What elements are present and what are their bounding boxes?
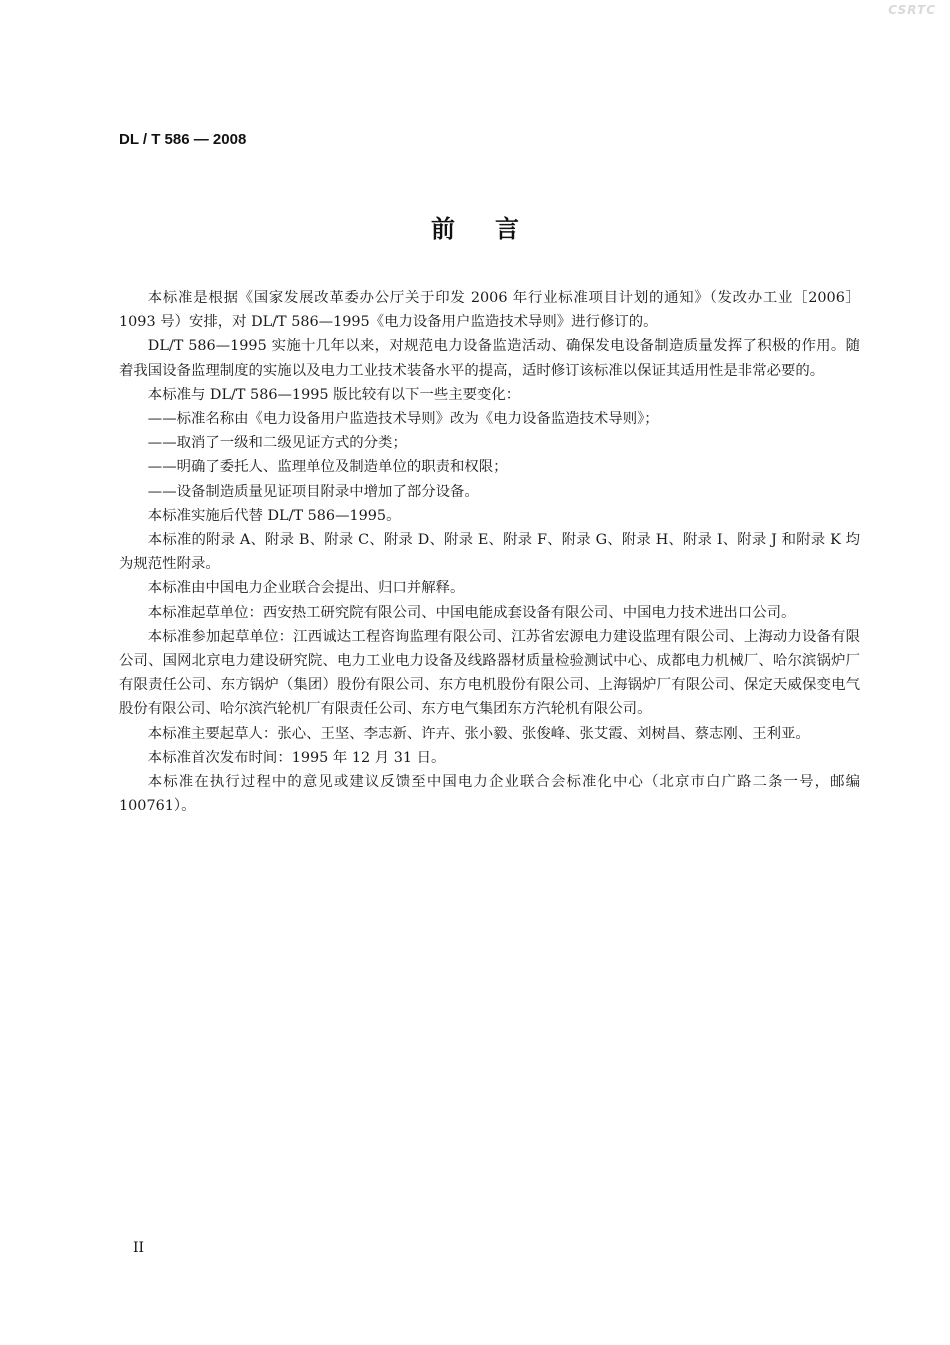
paragraph-feedback: 本标准在执行过程中的意见或建议反馈至中国电力企业联合会标准化中心（北京市白广路二条一号，邮编 100761）。 bbox=[119, 774, 860, 815]
foreword-body bbox=[119, 286, 860, 818]
paragraph-participating-units: 本标准参加起草单位：江西诚达工程咨询监理有限公司、江苏省宏源电力建设监理有限公司、上海动力设备有限公司、国网北京电力建设研究院、电力工业电力设备及线路器材质量检验测试中心、成都电力机械厂、哈尔滨锅炉厂有限责任公司、东方锅炉（集团）股份有限公司、东方电机股份有限公司、上海锅炉厂有限公司、保定天威保变电气股份有限公司、哈尔滨汽轮机厂有限责任公司、东方电气集团东方汽轮机有限公司。 bbox=[119, 628, 860, 718]
change-item: ——标准名称由《电力设备用户监造技术导则》改为《电力设备监造技术导则》； bbox=[147, 411, 659, 428]
watermark-logo: CSRTC bbox=[888, 3, 936, 17]
paragraph-drafting-units: 本标准起草单位：西安热工研究院有限公司、中国电能成套设备有限公司、中国电力技术进出口公司。 bbox=[147, 604, 796, 621]
paragraph-basis: 本标准是根据《国家发展改革委办公厅关于印发 2006 年行业标准项目计划的通知》（发改办工业［2006］1093 号）安排，对 DL/T 586—1995《电力设备用户监造技术导则》进行修订的。 bbox=[119, 290, 860, 331]
paragraph-appendices: 本标准的附录 A、附录 B、附录 C、附录 D、附录 E、附录 F、附录 G、附录 H、附录 I、附录 J 和附录 K 均为规范性附录。 bbox=[119, 532, 860, 573]
paragraph-proposer: 本标准由中国电力企业联合会提出、归口并解释。 bbox=[147, 580, 465, 597]
paragraph-background: DL/T 586—1995 实施十几年以来，对规范电力设备监造活动、确保发电设备制造质量发挥了积极的作用。随着我国设备监理制度的实施以及电力工业技术装备水平的提高，适时修订该标准以保证其适用性是非常必要的。 bbox=[119, 338, 860, 379]
page-number: II bbox=[133, 1240, 145, 1256]
paragraph-replaces: 本标准实施后代替 DL/T 586—1995。 bbox=[147, 507, 401, 524]
page-title: 前言 bbox=[431, 215, 559, 243]
change-item: ——取消了一级和二级见证方式的分类； bbox=[147, 435, 407, 452]
paragraph-changes-intro: 本标准与 DL/T 586—1995 版比较有以下一些主要变化： bbox=[147, 386, 521, 403]
document-code: DL / T 586 — 2008 bbox=[119, 131, 247, 148]
change-item: ——明确了委托人、监理单位及制造单位的职责和权限； bbox=[147, 459, 508, 476]
paragraph-first-release: 本标准首次发布时间：1995 年 12 月 31 日。 bbox=[147, 749, 446, 766]
change-item: ——设备制造质量见证项目附录中增加了部分设备。 bbox=[147, 483, 479, 500]
paragraph-drafters: 本标准主要起草人：张心、王坚、李志新、许卉、张小毅、张俊峰、张艾霞、刘树昌、蔡志刚、王利亚。 bbox=[147, 725, 810, 742]
